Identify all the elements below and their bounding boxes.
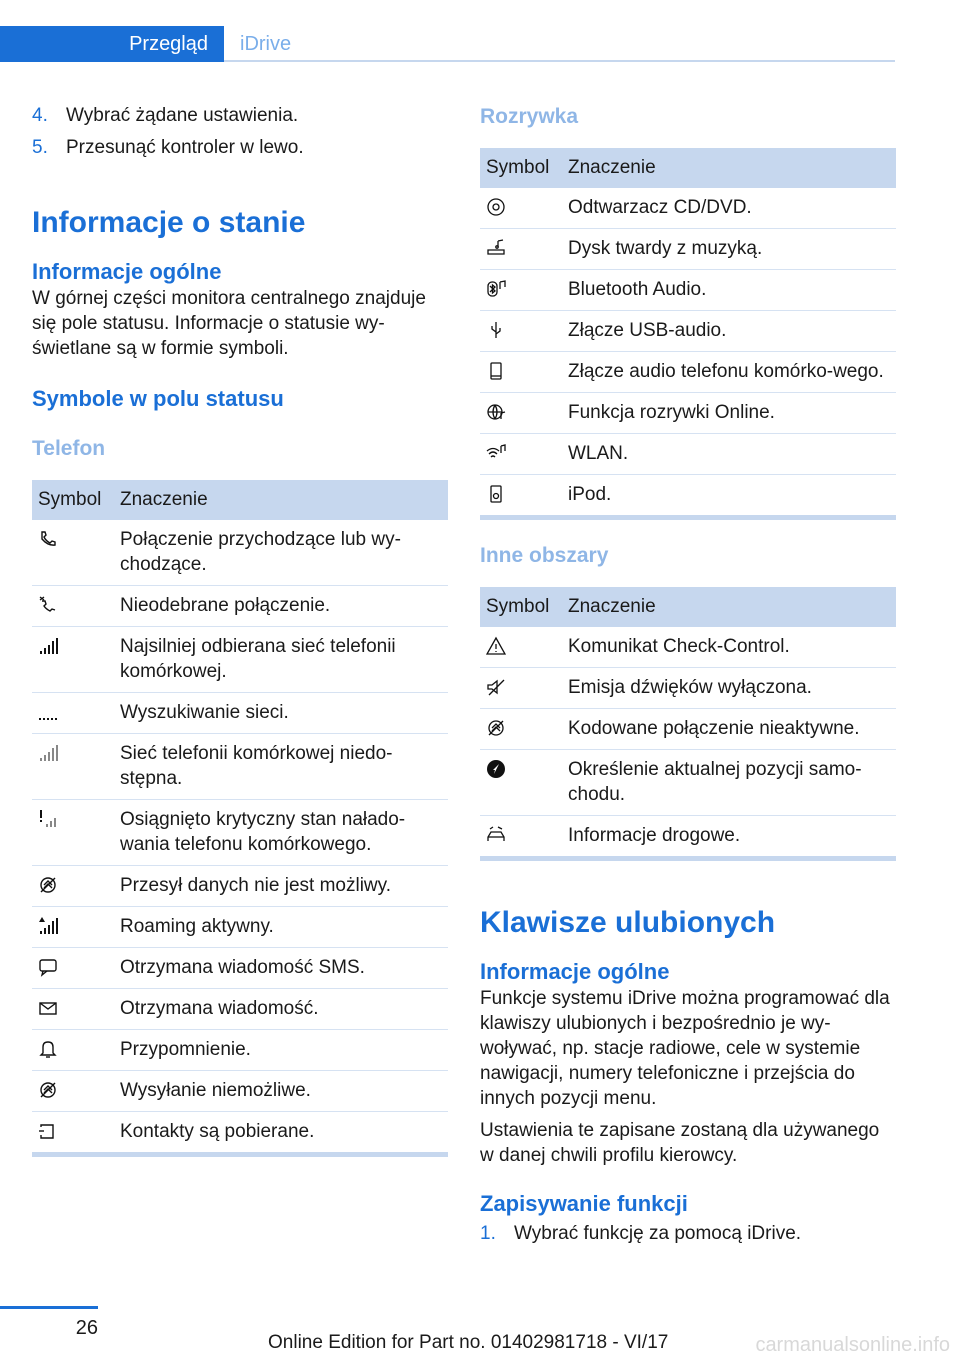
table-cell-meaning: iPod. [568,484,612,505]
table-row [480,627,896,668]
table-cell-meaning: Informacje drogowe. [568,825,741,846]
left-column [32,100,448,1157]
tab-idrive[interactable]: iDrive [240,33,292,55]
table-row [480,352,896,393]
table-cell-meaning: Dysk twardy z muzyką. [562,229,896,270]
mute-icon [486,677,506,697]
save-function-title: Zapisywanie funkcji [480,1191,688,1216]
table-row [32,800,448,866]
table-row [32,693,448,734]
phone-call-icon [38,529,58,549]
data-off-icon [38,875,58,895]
table-cell-meaning: WLAN. [562,434,896,475]
table-row [480,709,896,750]
bell-icon [38,1039,58,1059]
table-row [32,1071,448,1112]
right-column [480,100,896,1250]
table-row [480,188,896,229]
table-row [480,311,896,352]
table-cell-meaning: Najsilniej odbierana sieć telefonii komórkowej. [114,627,448,693]
phone-audio-icon [486,361,506,381]
page-number: 26 [0,1306,98,1340]
table-cell-meaning: Złącze audio telefonu komórko-wego. [562,352,896,393]
table-row [32,520,448,586]
table-row [32,734,448,800]
table-row [480,475,896,518]
general-info-text: W górnej części monitora centralnego znajduje się pole statusu. Informacje o statusie wy-świetlane są w formie symboli. [32,288,426,359]
table-cell-meaning: Wysyłanie niemożliwe. [114,1071,448,1112]
table-cell-meaning: Połączenie przychodzące lub wy-chodzące. [114,520,448,586]
step-number: 5. [32,137,48,158]
favorites-title: Klawisze ulubionych [480,906,776,939]
favorites-text-2: Ustawienia te zapisane zostaną dla używanego w danej chwili profilu kierowcy. [480,1120,880,1166]
table-cell-meaning: Funkcja rozrywki Online. [562,393,896,434]
table-row [480,668,896,709]
warning-triangle-icon [486,636,506,656]
ipod-icon [486,484,506,504]
tab-przeglad[interactable]: Przegląd [0,26,224,62]
step-number: 1. [480,1223,496,1244]
edition-footer: Online Edition for Part no. 01402981718 - VI/17 [268,1332,669,1353]
table-cell-meaning: Otrzymana wiadomość. [114,989,448,1030]
general-info-title: Informacje ogólne [32,259,222,284]
table-cell-meaning: Kodowane połączenie nieaktywne. [562,709,896,750]
table-cell-meaning: Przypomnienie. [114,1030,448,1071]
table-row [480,270,896,311]
table-cell-meaning: Emisja dźwięków wyłączona. [562,668,896,709]
column-header-meaning: Znaczenie [562,148,896,188]
roaming-icon [38,916,58,936]
watermark: carmanualsonline.info [755,1334,950,1356]
contacts-sync-icon [38,1121,58,1141]
network-search-icon [38,702,58,722]
column-header-symbol: Symbol [480,148,562,188]
step-item [32,132,448,164]
battery-critical-icon [38,809,58,829]
hdd-music-icon [486,238,506,258]
other-table-title: Inne obszary [480,544,609,567]
table-cell-meaning: Osiągnięto krytyczny stan nałado-wania telefonu komórkowego. [114,800,448,866]
table-cell-meaning: Złącze USB-audio. [562,311,896,352]
table-cell-meaning: Roaming aktywny. [114,907,448,948]
table-row [480,750,896,816]
favorites-general-title: Informacje ogólne [480,959,670,984]
step-number: 4. [32,105,48,126]
favorites-text-1: Funkcje systemu iDrive można programować dla klawiszy ulubionych i bezpośrednio je wy-woływać, np. stacje radiowe, cele w systemie nawigacji, numery telefoniczne i przejścia do innych pozycji menu. [480,988,890,1109]
step-item [480,1218,896,1250]
phone-table-title: Telefon [32,437,106,460]
table-row [32,1112,448,1155]
send-off-icon [38,1080,58,1100]
save-step-list [480,1218,896,1250]
table-row [480,393,896,434]
column-header-meaning: Znaczenie [562,587,896,627]
table-cell-meaning: Określenie aktualnej pozycji samo-chodu. [562,750,896,816]
section-title: Informacje o stanie [32,206,306,239]
step-item [32,100,448,132]
position-icon [486,759,506,779]
table-cell-meaning: Odtwarzacz CD/DVD. [562,188,896,229]
table-cell-meaning: Bluetooth Audio. [562,270,896,311]
table-row [32,989,448,1030]
table-row [32,866,448,907]
header-bar [0,26,895,62]
other-symbol-table [480,587,896,861]
table-cell-meaning: Przesył danych nie jest możliwy. [114,866,448,907]
table-row [480,229,896,270]
online-entertainment-icon [486,402,506,422]
wlan-icon [486,443,506,463]
table-row [32,1030,448,1071]
table-cell-meaning: Sieć telefonii komórkowej niedo-stępna. [114,734,448,800]
table-row [480,816,896,859]
step-list [32,100,448,164]
table-row [32,586,448,627]
table-row [32,907,448,948]
table-cell-meaning: Nieodebrane połączenie. [114,586,448,627]
table-cell-meaning: Wyszukiwanie sieci. [114,693,448,734]
entertainment-table-title: Rozrywka [480,105,579,128]
step-text: Wybrać funkcję za pomocą iDrive. [514,1223,802,1244]
no-network-icon [38,743,58,763]
column-header-symbol: Symbol [32,480,114,520]
status-symbols-title: Symbole w polu statusu [32,386,284,411]
phone-symbol-table [32,480,448,1157]
table-cell-meaning: Kontakty są pobierane. [120,1121,315,1142]
column-header-meaning: Znaczenie [114,480,448,520]
disc-icon [486,197,506,217]
usb-icon [486,320,506,340]
table-header-row [32,480,448,520]
table-cell-meaning: Komunikat Check-Control. [562,627,896,668]
entertainment-symbol-table [480,148,896,520]
bluetooth-audio-icon [486,279,506,299]
table-header-row [480,587,896,627]
sms-icon [38,957,58,977]
missed-call-icon [38,595,58,615]
envelope-icon [38,998,58,1018]
table-row [32,627,448,693]
traffic-info-icon [486,825,506,845]
signal-strength-icon [38,636,58,656]
column-header-symbol: Symbol [480,587,562,627]
encryption-off-icon [486,718,506,738]
step-text: Przesunąć kontroler w lewo. [66,137,304,158]
table-cell-meaning: Otrzymana wiadomość SMS. [114,948,448,989]
step-text: Wybrać żądane ustawienia. [66,105,299,126]
table-row [480,434,896,475]
table-row [32,948,448,989]
table-header-row [480,148,896,188]
